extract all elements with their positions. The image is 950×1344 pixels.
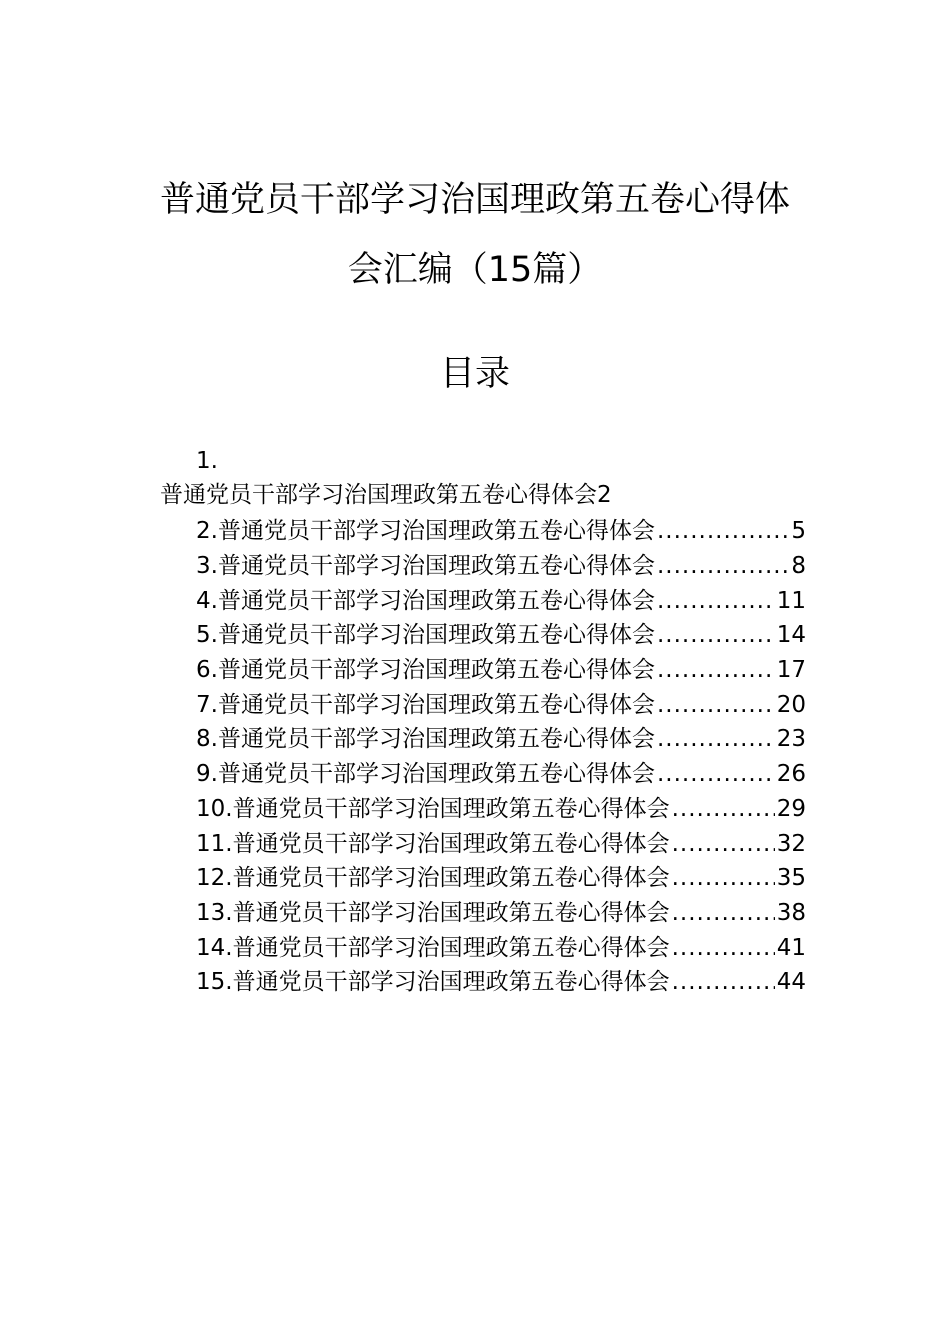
toc-entry xyxy=(196,826,806,861)
toc-entry-label: 3.普通党员干部学习治国理政第五卷心得体会 xyxy=(196,553,655,580)
toc-entry xyxy=(196,722,806,757)
toc-dot-leader xyxy=(672,794,775,824)
toc-entry-page: 14 xyxy=(776,622,806,649)
toc-entry xyxy=(196,653,806,688)
toc-entry xyxy=(196,549,806,584)
toc-dot-leader xyxy=(657,620,775,650)
toc-entry-page: 5 xyxy=(791,518,806,545)
toc-entry-label: 4.普通党员干部学习治国理政第五卷心得体会 xyxy=(196,587,655,614)
toc-entry xyxy=(196,583,806,618)
toc-entry-label: 2.普通党员干部学习治国理政第五卷心得体会 xyxy=(196,518,655,545)
toc-entry-page: 20 xyxy=(776,691,806,718)
toc-entry-label: 12.普通党员干部学习治国理政第五卷心得体会 xyxy=(196,865,670,892)
toc-entry-label: 11.普通党员干部学习治国理政第五卷心得体会 xyxy=(196,830,670,857)
toc-entry-page: 35 xyxy=(776,865,806,892)
toc-entry-page: 26 xyxy=(776,761,806,788)
toc-entry-label: 15.普通党员干部学习治国理政第五卷心得体会 xyxy=(196,969,670,996)
toc-entry-page: 23 xyxy=(776,726,806,753)
toc-entry-page: 11 xyxy=(776,587,806,614)
toc-dot-leader xyxy=(657,759,775,789)
toc-dot-leader xyxy=(657,724,775,754)
toc-dot-leader xyxy=(672,898,775,928)
document-title-line-1: 普通党员干部学习治国理政第五卷心得体 xyxy=(159,180,790,220)
toc-entry-page: 41 xyxy=(776,934,806,961)
toc-entry-label: 13.普通党员干部学习治国理政第五卷心得体会 xyxy=(196,899,670,926)
document-title-line-2: 会汇编（15篇） xyxy=(347,250,603,290)
toc-entry xyxy=(196,687,806,722)
toc-list xyxy=(196,514,806,1000)
toc-entry-page: 32 xyxy=(776,830,806,857)
toc-entry-page: 38 xyxy=(776,899,806,926)
toc-dot-leader xyxy=(672,967,775,997)
toc-entry-page: 29 xyxy=(776,795,806,822)
toc-dot-leader xyxy=(657,655,775,685)
toc-heading: 目录 xyxy=(439,354,510,394)
toc-entry xyxy=(196,618,806,653)
toc-dot-leader xyxy=(672,829,775,859)
toc-entry-label: 5.普通党员干部学习治国理政第五卷心得体会 xyxy=(196,622,655,649)
toc-entry-label: 6.普通党员干部学习治国理政第五卷心得体会 xyxy=(196,657,655,684)
toc-dot-leader xyxy=(672,863,775,893)
toc-entry-1-title xyxy=(160,480,612,510)
toc-entry xyxy=(196,514,806,549)
toc-entry xyxy=(196,792,806,827)
toc-entry-1-label: 普通党员干部学习治国理政第五卷心得体会 xyxy=(160,482,597,508)
toc-entry-label: 14.普通党员干部学习治国理政第五卷心得体会 xyxy=(196,934,670,961)
toc-entry-page: 8 xyxy=(791,553,806,580)
toc-entry-1-number: 1. xyxy=(196,448,218,474)
toc-entry-label: 10.普通党员干部学习治国理政第五卷心得体会 xyxy=(196,795,670,822)
toc-entry-label: 8.普通党员干部学习治国理政第五卷心得体会 xyxy=(196,726,655,753)
toc-entry-1-page: 2 xyxy=(597,482,612,508)
toc-entry-label: 7.普通党员干部学习治国理政第五卷心得体会 xyxy=(196,691,655,718)
toc-dot-leader xyxy=(672,933,775,963)
toc-dot-leader xyxy=(657,690,775,720)
toc-entry xyxy=(196,757,806,792)
toc-entry-page: 17 xyxy=(776,657,806,684)
toc-entry-page: 44 xyxy=(776,969,806,996)
toc-entry xyxy=(196,861,806,896)
toc-entry xyxy=(196,896,806,931)
toc-dot-leader xyxy=(657,551,789,581)
toc-entry-label: 9.普通党员干部学习治国理政第五卷心得体会 xyxy=(196,761,655,788)
toc-entry xyxy=(196,930,806,965)
toc-entry xyxy=(196,965,806,1000)
toc-dot-leader xyxy=(657,586,775,616)
toc-dot-leader xyxy=(657,516,789,546)
